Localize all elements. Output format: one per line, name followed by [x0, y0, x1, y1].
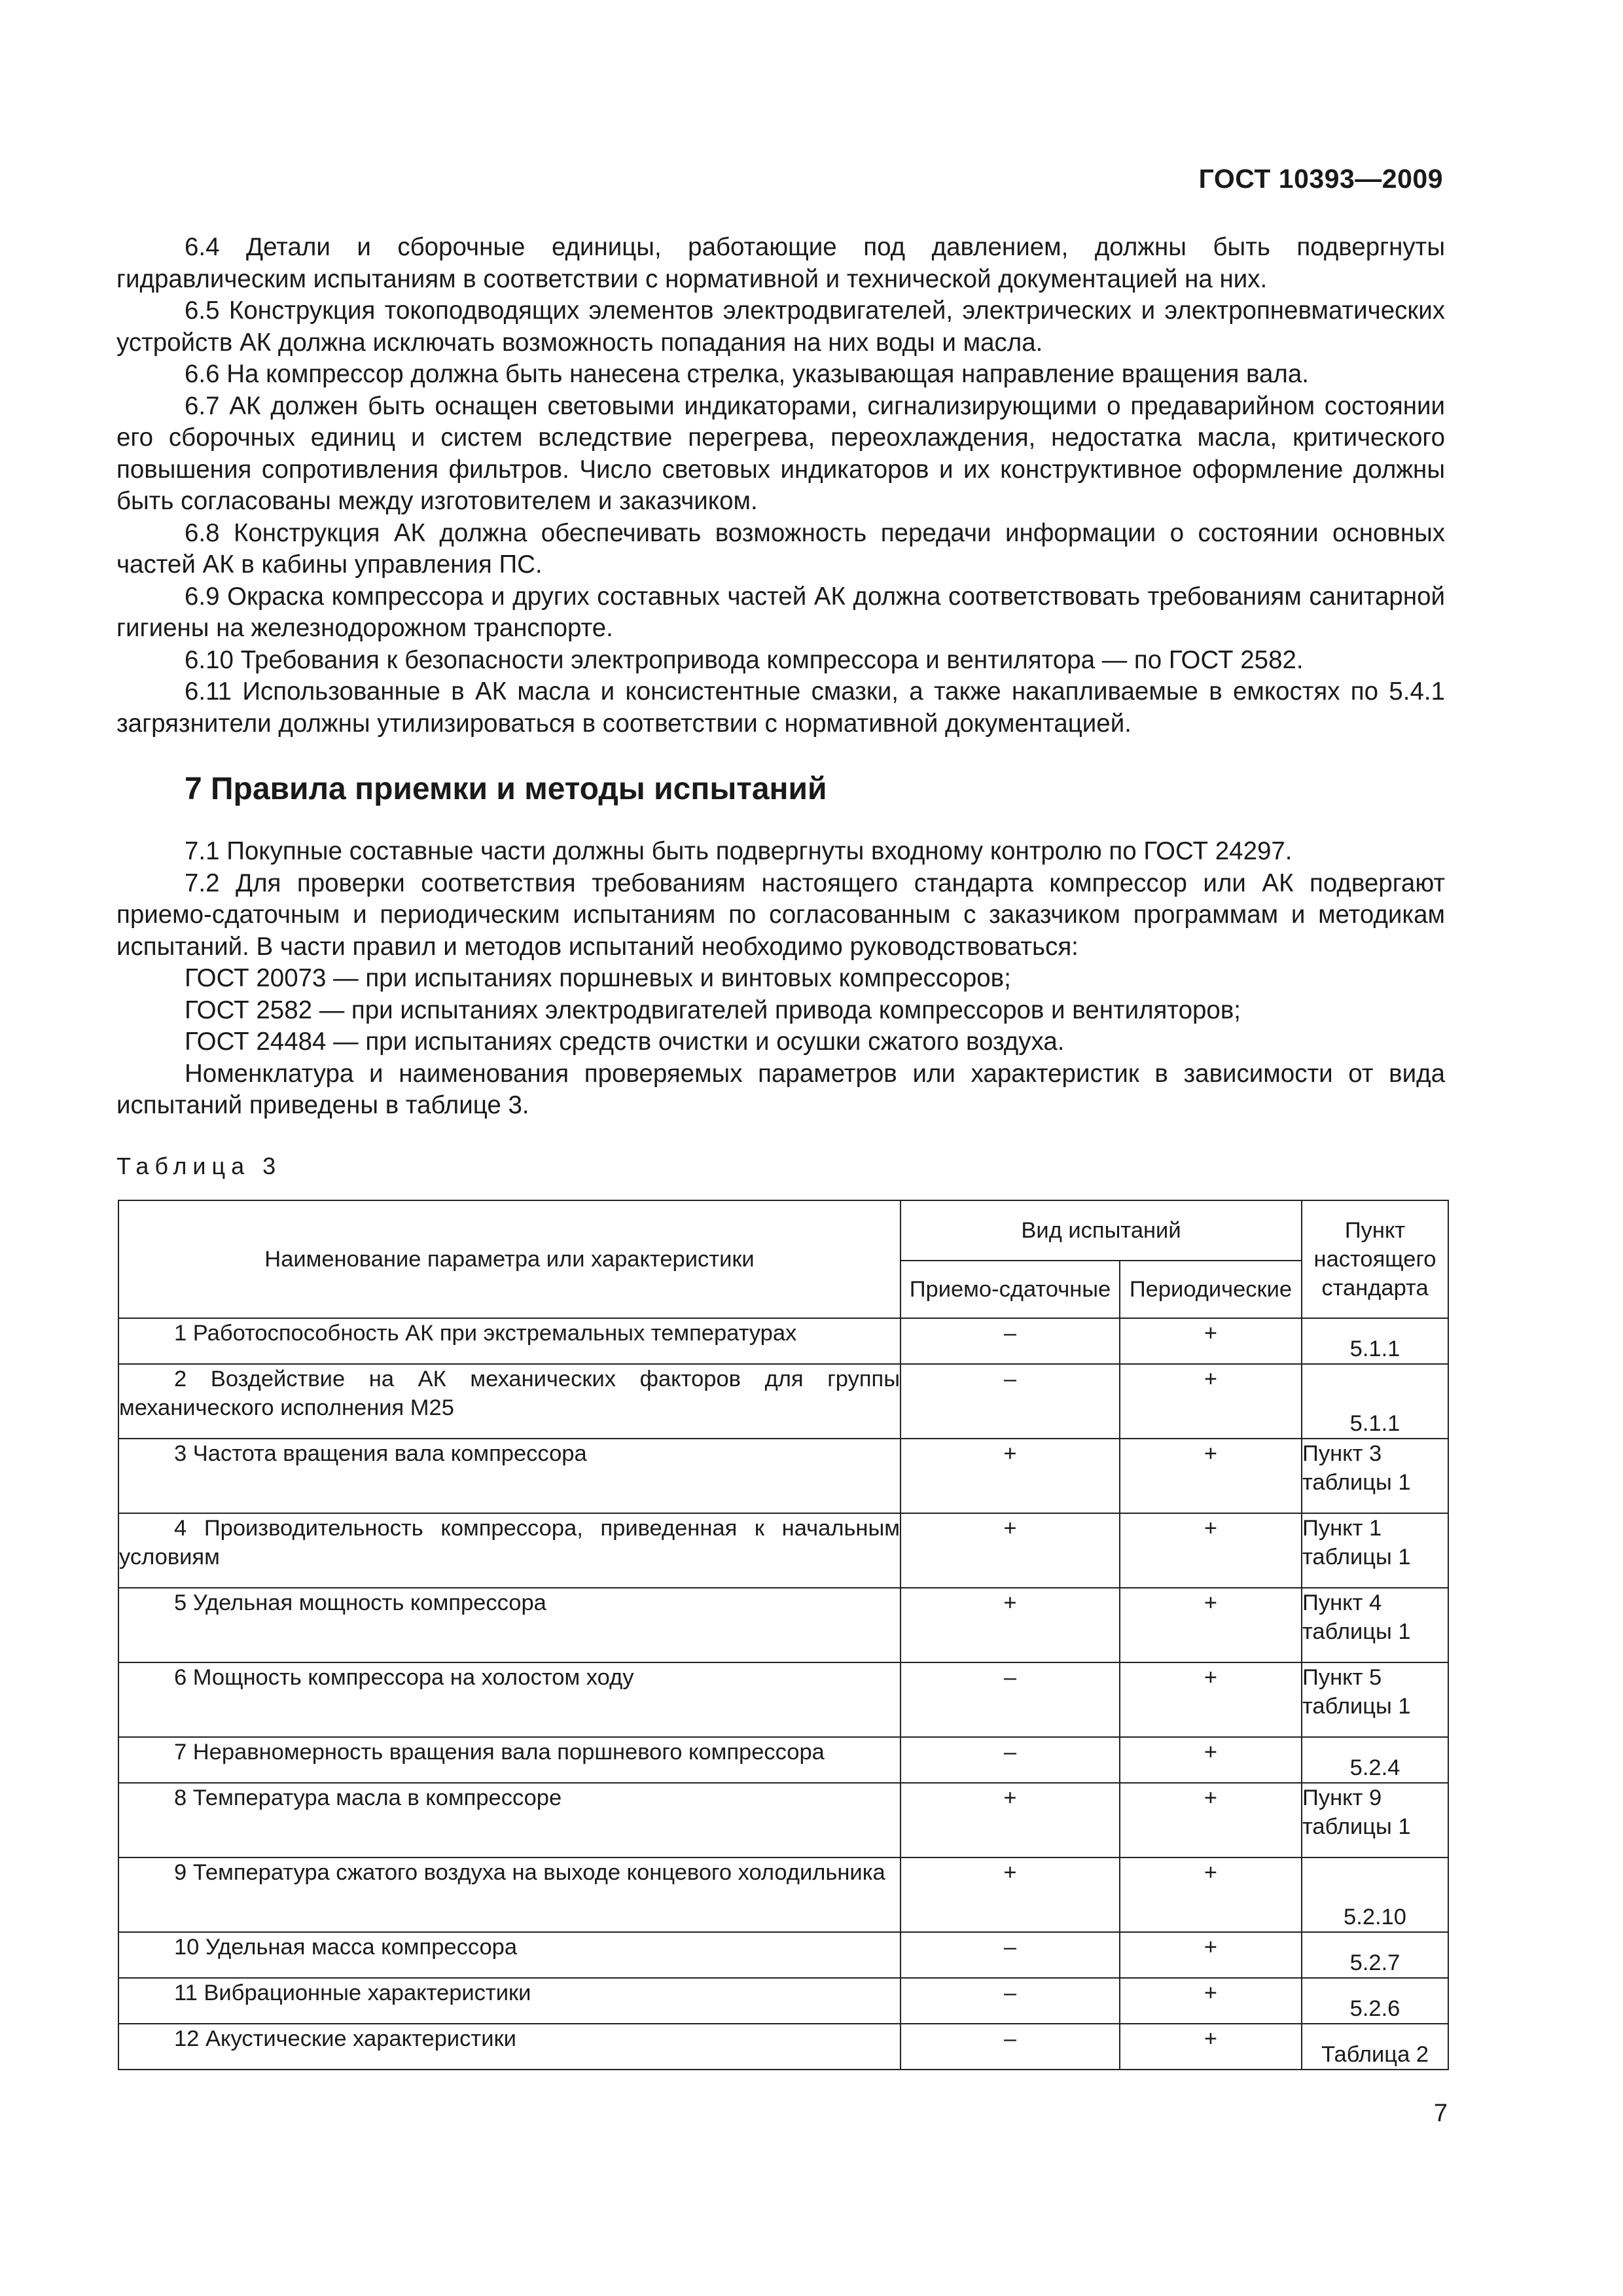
- paragraph-6-8: 6.8 Конструкция АК должна обеспечивать возможность передачи информации о состоянии основных частей АК в кабины управления ПС.: [116, 518, 1445, 579]
- row-name: 10 Удельная масса компрессора: [118, 1932, 901, 1978]
- row-periodic: +: [1120, 1364, 1302, 1439]
- row-periodic: +: [1120, 1588, 1302, 1662]
- row-acceptance: –: [901, 1364, 1120, 1439]
- parameters-table: [118, 1200, 1449, 2070]
- row-name: 9 Температура сжатого воздуха на выходе концевого холодильника: [118, 1857, 901, 1932]
- paragraph-6-4: 6.4 Детали и сборочные единицы, работающие под давлением, должны быть подвергнуты гидравлическим испытаниям в соответствии с нормативной и технической документацией на них.: [116, 233, 1445, 293]
- row-periodic: +: [1120, 1783, 1302, 1857]
- page-number: 7: [1433, 2100, 1448, 2127]
- row-acceptance: +: [901, 1857, 1120, 1932]
- paragraph-7-2: 7.2 Для проверки соответствия требованиям настоящего стандарта компрессор или АК подвергают приемо-сдаточным и периодическим испытаниям по согласованным с заказчиком программам и методикам испытаний. В части правил и методов испытаний необходимо руководствоваться:: [116, 869, 1445, 961]
- row-acceptance: +: [901, 1513, 1120, 1588]
- row-clause: [1302, 1588, 1448, 1662]
- row-clause-line-2: таблицы 1: [1302, 1694, 1411, 1719]
- header-clause: [1302, 1200, 1448, 1318]
- row-clause: [1302, 1783, 1448, 1857]
- row-periodic: +: [1120, 1662, 1302, 1737]
- row-name: 12 Акустические характеристики: [118, 2024, 901, 2070]
- row-clause: 5.2.6: [1302, 1978, 1448, 2024]
- row-name: 11 Вибрационные характеристики: [118, 1978, 901, 2024]
- row-clause: 5.1.1: [1302, 1318, 1448, 1364]
- paragraph-6-9: 6.9 Окраска компрессора и других составных частей АК должна соответствовать требованиям санитарной гигиены на железнодорожном транспорте.: [116, 582, 1445, 642]
- row-clause-line-1: Пункт 1: [1302, 1516, 1382, 1541]
- row-name: 7 Неравномерность вращения вала поршневого компрессора: [118, 1737, 901, 1783]
- reference-gost-24484: ГОСТ 24484 — при испытаниях средств очистки и осушки сжатого воздуха.: [185, 1028, 1065, 1056]
- table-row: [118, 1662, 1448, 1737]
- header-name: Наименование параметра или характеристики: [118, 1200, 901, 1318]
- row-acceptance: –: [901, 1662, 1120, 1737]
- row-clause: [1302, 1439, 1448, 1513]
- section-6-text: [116, 232, 1445, 740]
- section-7-heading: 7 Правила приемки и методы испытаний: [185, 772, 827, 806]
- row-clause-line-2: таблицы 1: [1302, 1619, 1411, 1644]
- paragraph-nomenclature: Номенклатура и наименования проверяемых параметров или характеристик в зависимости от вида испытаний приведены в таблице 3.: [116, 1059, 1445, 1119]
- paragraph-6-6: 6.6 На компрессор должна быть нанесена стрелка, указывающая направление вращения вала.: [185, 360, 1310, 388]
- table-row: [118, 1932, 1448, 1978]
- row-clause: [1302, 1513, 1448, 1588]
- reference-gost-2582: ГОСТ 2582 — при испытаниях электродвигателей привода компрессоров и вентиляторов;: [185, 996, 1241, 1024]
- row-periodic: +: [1120, 1737, 1302, 1783]
- header-acceptance: Приемо-сдаточные: [901, 1261, 1120, 1318]
- row-name: 2 Воздействие на АК механических факторов для группы механического исполнения М25: [118, 1364, 901, 1439]
- row-periodic: +: [1120, 2024, 1302, 2070]
- row-name: 3 Частота вращения вала компрессора: [118, 1439, 901, 1513]
- row-acceptance: –: [901, 1978, 1120, 2024]
- row-name: 1 Работоспособность АК при экстремальных температурах: [118, 1318, 901, 1364]
- row-acceptance: –: [901, 1932, 1120, 1978]
- table-caption: Таблица 3: [116, 1153, 282, 1179]
- row-acceptance: –: [901, 1737, 1120, 1783]
- header-clause-line-1: Пункт: [1344, 1218, 1406, 1243]
- table-row: [118, 1318, 1448, 1364]
- row-clause: 5.1.1: [1302, 1364, 1448, 1439]
- row-acceptance: –: [901, 2024, 1120, 2070]
- row-periodic: +: [1120, 1318, 1302, 1364]
- section-7-text: [116, 836, 1445, 1122]
- row-acceptance: +: [901, 1783, 1120, 1857]
- table-row: [118, 1857, 1448, 1932]
- header-clause-line-3: стандарта: [1321, 1276, 1429, 1300]
- row-periodic: +: [1120, 1439, 1302, 1513]
- table-row: [118, 1737, 1448, 1783]
- paragraph-7-1: 7.1 Покупные составные части должны быть подвергнуты входному контролю по ГОСТ 24297.: [185, 837, 1293, 865]
- row-name: 4 Производительность компрессора, приведенная к начальным условиям: [118, 1513, 901, 1588]
- table-row: [118, 2024, 1448, 2070]
- paragraph-6-5: 6.5 Конструкция токоподводящих элементов электродвигателей, электрических и электропневматических устройств АК должна исключать возможность попадания на них воды и масла.: [116, 296, 1445, 357]
- row-periodic: +: [1120, 1513, 1302, 1588]
- table-row: [118, 1439, 1448, 1513]
- row-clause: 5.2.7: [1302, 1932, 1448, 1978]
- document-id: ГОСТ 10393—2009: [1198, 164, 1443, 194]
- row-clause-line-1: Пункт 3: [1302, 1441, 1382, 1466]
- row-clause-line-1: Пункт 5: [1302, 1665, 1382, 1690]
- row-clause-line-2: таблицы 1: [1302, 1470, 1411, 1495]
- table-row: [118, 1513, 1448, 1588]
- row-clause-line-2: таблицы 1: [1302, 1814, 1411, 1839]
- row-periodic: +: [1120, 1857, 1302, 1932]
- header-periodic: Периодические: [1120, 1261, 1302, 1318]
- paragraph-6-11: 6.11 Использованные в АК масла и консистентные смазки, а также накапливаемые в емкостях по 5.4.1 загрязнители должны утилизироваться в соответствии с нормативной документацией.: [116, 677, 1445, 738]
- row-clause-line-2: таблицы 1: [1302, 1545, 1411, 1570]
- paragraph-6-7: 6.7 АК должен быть оснащен световыми индикаторами, сигнализирующими о предаварийном состоянии его сборочных единиц и систем вследствие перегрева, переохлаждения, недостатка масла, критического повышения сопротивления фильтров. Число световых индикаторов и их конструктивное оформление должны быть согласованы между изготовителем и заказчиком.: [116, 391, 1445, 515]
- row-clause-line-1: Пункт 9: [1302, 1785, 1382, 1810]
- row-clause-line-1: Пункт 4: [1302, 1590, 1382, 1615]
- table-row: [118, 1783, 1448, 1857]
- row-name: 8 Температура масла в компрессоре: [118, 1783, 901, 1857]
- row-name: 6 Мощность компрессора на холостом ходу: [118, 1662, 901, 1737]
- header-test-type: Вид испытаний: [901, 1200, 1302, 1261]
- row-acceptance: +: [901, 1439, 1120, 1513]
- row-acceptance: –: [901, 1318, 1120, 1364]
- reference-gost-20073: ГОСТ 20073 — при испытаниях поршневых и винтовых компрессоров;: [185, 964, 1011, 992]
- row-periodic: +: [1120, 1978, 1302, 2024]
- row-clause: [1302, 1662, 1448, 1737]
- paragraph-6-10: 6.10 Требования к безопасности электропривода компрессора и вентилятора — по ГОСТ 2582.: [185, 645, 1304, 674]
- table-row: [118, 1364, 1448, 1439]
- row-clause: 5.2.10: [1302, 1857, 1448, 1932]
- row-clause: Таблица 2: [1302, 2024, 1448, 2070]
- table-row: [118, 1978, 1448, 2024]
- row-acceptance: +: [901, 1588, 1120, 1662]
- row-periodic: +: [1120, 1932, 1302, 1978]
- table-row: [118, 1588, 1448, 1662]
- row-clause: 5.2.4: [1302, 1737, 1448, 1783]
- header-clause-line-2: настоящего: [1313, 1247, 1436, 1272]
- row-name: 5 Удельная мощность компрессора: [118, 1588, 901, 1662]
